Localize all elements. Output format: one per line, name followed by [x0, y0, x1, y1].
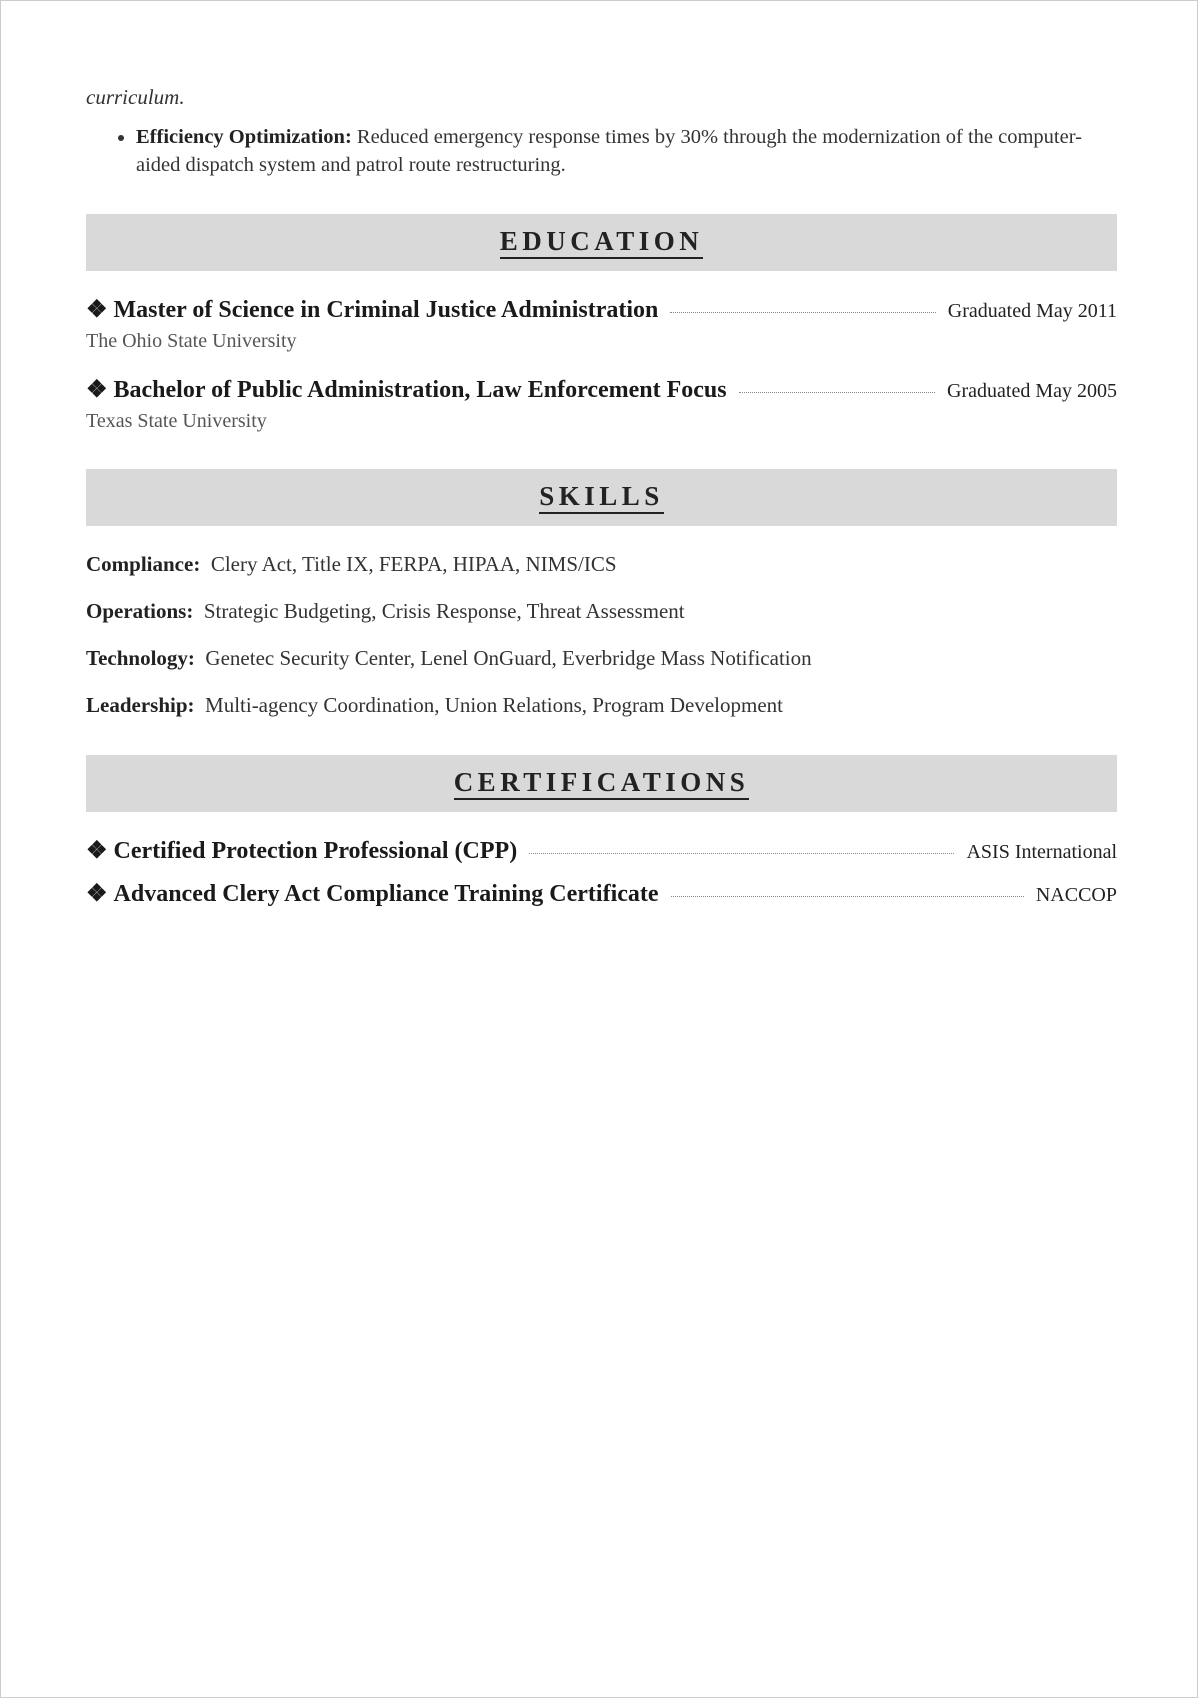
- education-entry-row: [86, 375, 1117, 404]
- dotted-leader: [739, 392, 935, 393]
- education-entry: [86, 295, 1117, 353]
- degree-title: [86, 295, 658, 324]
- diamond-icon: ❖: [86, 377, 108, 403]
- school-name: Texas State University: [86, 410, 267, 432]
- skill-row: [86, 550, 1117, 578]
- certification-entry: [86, 836, 1117, 865]
- skill-value: Strategic Budgeting, Crisis Response, Threat Assessment: [203, 599, 685, 623]
- diamond-icon: ❖: [86, 881, 108, 907]
- certification-row: [86, 879, 1117, 908]
- graduation-date: Graduated May 2011: [947, 300, 1117, 322]
- skills-header: [86, 469, 1117, 526]
- education-title: EDUCATION: [500, 226, 704, 259]
- continued-text: curriculum.: [86, 85, 185, 109]
- certifications-header: [86, 755, 1117, 812]
- education-entry-row: [86, 295, 1117, 324]
- dotted-leader: [671, 896, 1024, 897]
- certification-issuer: NACCOP: [1035, 884, 1117, 906]
- certifications-title: CERTIFICATIONS: [454, 767, 750, 800]
- certification-entry: [86, 879, 1117, 908]
- bullet-item: [136, 123, 1117, 179]
- skills-list: [86, 550, 1117, 719]
- bullet-label: Efficiency Optimization:: [136, 126, 352, 148]
- bullet-text: Reduced emergency response times by 30% through the modernization of the computer-aided dispatch system and patrol route restructuring.: [136, 126, 1082, 176]
- skill-label: Operations:: [86, 599, 194, 623]
- certification-title: [86, 836, 517, 865]
- diamond-icon: ❖: [86, 838, 108, 864]
- certification-name: Certified Protection Professional (CPP): [113, 838, 518, 864]
- skill-value: Multi-agency Coordination, Union Relations, Program Development: [205, 693, 783, 717]
- certification-name: Advanced Clery Act Compliance Training Certificate: [113, 881, 659, 907]
- skill-row: [86, 597, 1117, 625]
- diamond-icon: ❖: [86, 297, 108, 323]
- certification-issuer: ASIS International: [966, 841, 1117, 863]
- experience-bullets: [86, 123, 1117, 179]
- dotted-leader: [529, 853, 954, 854]
- dotted-leader: [670, 312, 935, 313]
- skill-row: [86, 644, 1117, 672]
- graduation-date: Graduated May 2005: [947, 380, 1117, 402]
- resume-content: [86, 83, 1117, 908]
- degree-title: [86, 375, 727, 404]
- skills-title: SKILLS: [539, 481, 664, 514]
- degree-name: Master of Science in Criminal Justice Administration: [113, 297, 659, 323]
- skill-value: Clery Act, Title IX, FERPA, HIPAA, NIMS/ICS: [210, 552, 617, 576]
- education-entry: [86, 375, 1117, 433]
- degree-name: Bachelor of Public Administration, Law Enforcement Focus: [113, 377, 727, 403]
- certification-row: [86, 836, 1117, 865]
- skill-label: Compliance:: [86, 552, 201, 576]
- skill-label: Technology:: [86, 646, 195, 670]
- education-header: [86, 214, 1117, 271]
- skill-value: Genetec Security Center, Lenel OnGuard, Everbridge Mass Notification: [205, 646, 812, 670]
- certification-title: [86, 879, 659, 908]
- skill-label: Leadership:: [86, 693, 195, 717]
- school-name: The Ohio State University: [86, 330, 297, 352]
- skill-row: [86, 691, 1117, 719]
